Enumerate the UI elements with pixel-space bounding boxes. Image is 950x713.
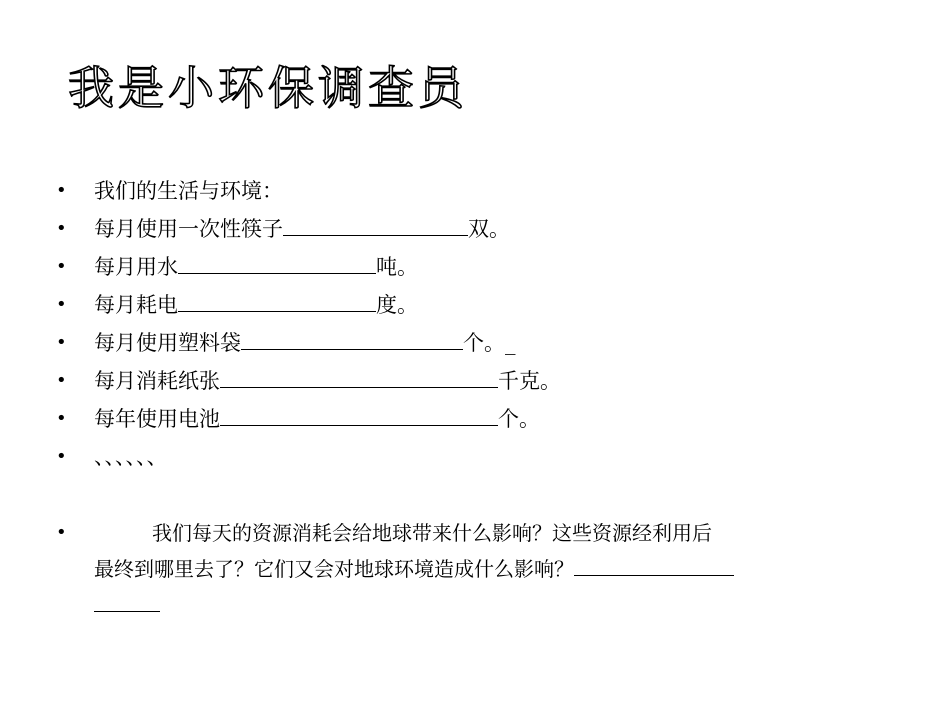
question-line-1: 我们每天的资源消耗会给地球带来什么影响？这些资源经利用后 xyxy=(152,521,712,545)
item-text: 每年使用电池 xyxy=(94,407,220,431)
item-unit: 双。 xyxy=(468,217,510,241)
item-text: 每月用水 xyxy=(94,255,178,279)
item-unit: 千克。 xyxy=(498,369,561,393)
bullet: • xyxy=(56,332,67,353)
bullet: • xyxy=(56,294,67,315)
list-item xyxy=(56,362,936,400)
item-unit: 个。_ xyxy=(463,331,516,355)
list-item xyxy=(56,210,936,248)
question-paragraph xyxy=(56,515,896,623)
blank-field[interactable] xyxy=(178,289,376,312)
list-item xyxy=(56,324,936,362)
blank-field[interactable] xyxy=(220,365,498,388)
bullet: • xyxy=(56,446,67,467)
blank-field[interactable] xyxy=(220,403,498,426)
item-text: 每月使用塑料袋 xyxy=(94,331,241,355)
question-text xyxy=(56,515,896,623)
blank-field[interactable] xyxy=(283,213,468,236)
blank-field[interactable] xyxy=(178,251,376,274)
item-unit: 吨。 xyxy=(376,255,418,279)
bullet: • xyxy=(56,408,67,429)
blank-field[interactable] xyxy=(241,327,463,350)
survey-list xyxy=(56,172,936,476)
item-unit: 个。 xyxy=(498,407,540,431)
bullet: • xyxy=(56,180,67,201)
list-item xyxy=(56,438,936,476)
item-unit: 度。 xyxy=(376,293,418,317)
list-item xyxy=(56,172,936,210)
item-text: 每月耗电 xyxy=(94,293,178,317)
slide-title: 我是小环保调查员 xyxy=(68,61,468,115)
list-item xyxy=(56,248,936,286)
answer-blank-continued[interactable] xyxy=(94,589,160,612)
item-text: 、、、、、、 xyxy=(94,445,168,469)
list-item xyxy=(56,286,936,324)
bullet: • xyxy=(56,256,67,277)
bullet: • xyxy=(56,370,67,391)
item-text: 我们的生活与环境： xyxy=(94,179,283,203)
item-text: 每月消耗纸张 xyxy=(94,369,220,393)
list-item xyxy=(56,400,936,438)
question-line-2: 最终到哪里去了？它们又会对地球环境造成什么影响？ xyxy=(94,557,574,581)
answer-blank[interactable] xyxy=(574,553,734,576)
bullet: • xyxy=(56,522,67,543)
item-text: 每月使用一次性筷子 xyxy=(94,217,283,241)
bullet: • xyxy=(56,218,67,239)
